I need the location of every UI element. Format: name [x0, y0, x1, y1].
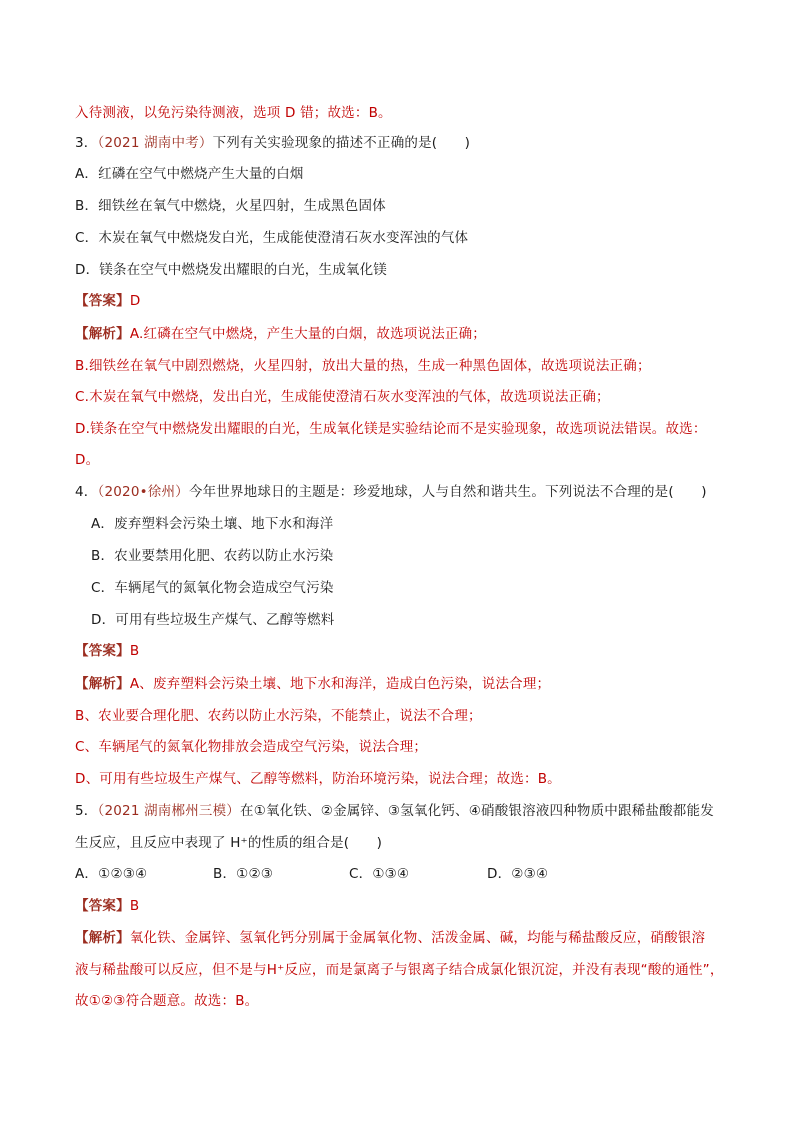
q5-analysis-label: 【解析】 — [75, 930, 130, 946]
q5-stem-2: 生反应，且反应中表现了 H⁺的性质的组合是( ) — [75, 835, 383, 851]
q5-number: 5． — [75, 803, 98, 819]
q4-option-b: B．农业要禁用化肥、农药以防止水污染 — [91, 548, 334, 564]
q5-question — [75, 801, 714, 821]
q5-option-b: B．①②③ — [213, 866, 274, 882]
q5-answer-label: 【答案】 — [75, 898, 130, 914]
q4-analysis-line: B、农业要合理化肥、农药以防止水污染，不能禁止，说法不合理； — [75, 708, 482, 724]
q5-source: （2021 湖南郴州三模） — [97, 803, 240, 819]
q3-source: （2021 湖南中考） — [97, 135, 213, 151]
q5-option-d: D．②③④ — [487, 866, 549, 882]
q3-analysis-label: 【解析】 — [75, 326, 130, 342]
q5-options — [75, 864, 548, 884]
q3-answer-value: D — [129, 293, 141, 309]
q3-analysis-line: C.木炭在氧气中燃烧，发出白光，生成能使澄清石灰水变浑浊的气体，故选项说法正确； — [75, 389, 610, 405]
q3-analysis-line: 【解析】A.红磷在空气中燃烧，产生大量的白烟，故选项说法正确； — [75, 326, 487, 342]
q4-analysis-line: D、可用有些垃圾生产煤气、乙醇等燃料，防治环境污染，说法合理；故选：B。 — [75, 771, 561, 787]
q4-option-a: A．废弃塑料会污染土壤、地下水和海洋 — [91, 516, 334, 532]
q3-option-b: B．细铁丝在氧气中燃烧，火星四射，生成黑色固体 — [75, 198, 386, 214]
q2-analysis-tail: 入待测液，以免污染待测液，选项 D 错；故选：B。 — [75, 105, 392, 121]
q4-analysis-line: 【解析】A、废弃塑料会污染土壤、地下水和海洋，造成白色污染，说法合理； — [75, 676, 551, 692]
q3-number: 3． — [75, 135, 98, 151]
q4-option-d: D．可用有些垃圾生产煤气、乙醇等燃料 — [91, 612, 335, 628]
q4-source: （2020•徐州） — [97, 484, 189, 500]
q4-answer — [75, 641, 139, 661]
q4-analysis-line: C、车辆尾气的氮氧化物排放会造成空气污染，说法合理； — [75, 739, 428, 755]
q5-analysis-line: 故①②③符合题意。故选：B。 — [75, 993, 259, 1009]
q4-question — [75, 482, 707, 502]
q5-option-c: C．①③④ — [349, 866, 410, 882]
q4-answer-label: 【答案】 — [75, 643, 130, 659]
q3-option-a: A．红磷在空气中燃烧产生大量的白烟 — [75, 166, 304, 182]
q4-number: 4． — [75, 484, 98, 500]
q4-option-c: C．车辆尾气的氮氧化物会造成空气污染 — [91, 580, 334, 596]
q3-answer — [75, 291, 140, 311]
q5-analysis-line: 【解析】氧化铁、金属锌、氢氧化钙分别属于金属氧化物、活泼金属、碱，均能与稀盐酸反应，硝酸银溶 — [75, 930, 706, 946]
q5-analysis-line: 液与稀盐酸可以反应，但不是与H⁺反应，而是氯离子与银离子结合成氯化银沉淀，并没有表现“酸的通性”， — [75, 962, 724, 978]
q3-analysis-line: D。 — [75, 452, 100, 468]
q3-option-c: C．木炭在氧气中燃烧发白光，生成能使澄清石灰水变浑浊的气体 — [75, 230, 469, 246]
q3-question — [75, 133, 470, 153]
q5-answer — [75, 896, 139, 916]
q4-analysis-label: 【解析】 — [75, 676, 130, 692]
q5-stem-1: 在①氧化铁、②金属锌、③氢氧化钙、④硝酸银溶液四种物质中跟稀盐酸都能发 — [240, 803, 714, 819]
q3-stem: 下列有关实验现象的描述不正确的是( ) — [212, 135, 471, 151]
q4-answer-value: B — [129, 643, 140, 659]
q3-analysis-line: D.镁条在空气中燃烧发出耀眼的白光，生成氧化镁是实验结论而不是实验现象，故选项说法错误。故选： — [75, 421, 707, 437]
q5-option-a: A．①②③④ — [75, 866, 148, 882]
q3-answer-label: 【答案】 — [75, 293, 130, 309]
q3-analysis-line: B.细铁丝在氧气中剧烈燃烧，火星四射，放出大量的热，生成一种黑色固体，故选项说法正确； — [75, 358, 651, 374]
q5-answer-value: B — [129, 898, 140, 914]
q3-option-d: D．镁条在空气中燃烧发出耀眼的白光，生成氧化镁 — [75, 262, 387, 278]
q4-stem: 今年世界地球日的主题是：珍爱地球，人与自然和谐共生。下列说法不合理的是( ) — [188, 484, 707, 500]
